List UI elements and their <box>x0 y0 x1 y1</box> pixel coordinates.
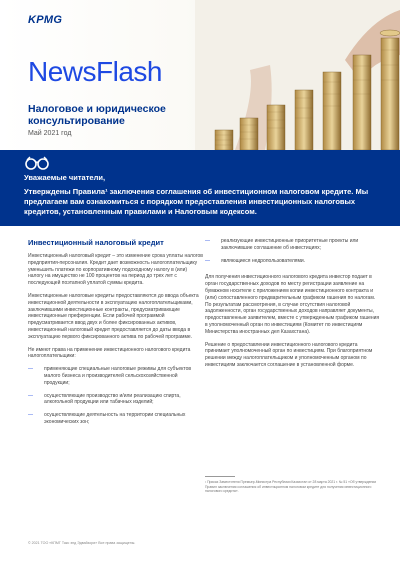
newsletter-subtitle: Налоговое и юридическое консультирование <box>28 103 166 127</box>
intro-text: Утверждены Правила¹ заключения соглашения об инвестиционном налоговом кредите. Мы предлагаем вам ознакомиться с порядком предоставления инвестиционных налоговых кредитов, установленным правилами и Налоговым кодексом. <box>24 187 369 216</box>
paragraph: Инвестиционный налоговый кредит – это изменение срока уплаты налогов предприятия-персоналия. Кредит дает возможность налогоплательщику уменьшить платежи по корпоративному подоходному налогу в (или) налогу на имущество не 100 процентов на период до трех лет с последующей поэтапной уплатой суммы кредита. <box>28 253 203 287</box>
list-item: — являющиеся недропользователями. <box>205 258 380 265</box>
footnote-divider <box>205 476 235 477</box>
paragraph: Инвестиционные налоговые кредиты предоставляются до ввода объекта инвестиционной деятельности в эксплуатацию налогоплательщиками, заключившими инвестиционные контракты, предусматривающие инвестиционные преференции. Если рабочей программой предусматривается ввод двух и более фиксированных активов, инвестиционный налоговый кредит предоставляется до даты ввода в эксплуатацию первого фиксированного актива по рабочей программе. <box>28 292 199 340</box>
copyright-footer: © 2021 ТОО «КПМГ Такс энд Эдвайзори» Все права защищены. <box>28 541 136 545</box>
paragraph: Решение о предоставлении инвестиционного налогового кредита принимает уполномоченный орган по инвестициям. При благоприятном решении между налогоплательщиком и уполномоченным органом по инвестициям заключается соглашение в установленной форме. <box>205 341 373 368</box>
glasses-icon <box>24 156 50 170</box>
list-item: — осуществляющие производство и/или реализацию спирта, алкогольной продукции или табачных изделий; <box>28 393 203 407</box>
newsletter-title: NewsFlash <box>28 56 162 87</box>
right-column <box>205 238 380 375</box>
greeting: Уважаемые читатели, <box>24 173 106 182</box>
coin-stacks-image <box>195 0 400 150</box>
left-column <box>28 238 203 432</box>
issue-date: Май 2021 год <box>28 130 72 137</box>
section-heading: Инвестиционный налоговый кредит <box>28 238 164 247</box>
footnote: ¹ Приказ Заместителя Премьер-Министра Республики Казахстан от 28 марта 2021 г. № 51 «Об утверждении Правил заключения соглашения об инвестиционном налоговом кредите для получения инвестиционного налогового кредита». <box>205 480 377 494</box>
kpmg-logo: KPMG <box>28 14 63 26</box>
list-item: — реализующие инвестиционные приоритетные проекты или заключившие соглашение об инвестициях; <box>205 238 380 252</box>
intro-banner <box>0 150 400 226</box>
paragraph: Не имеют права на применение инвестиционного налогового кредита налогоплательщики: <box>28 346 191 360</box>
list-item: — осуществляющие деятельность на территории специальных экономических зон; <box>28 412 203 426</box>
hero-header <box>0 0 400 150</box>
paragraph: Для получения инвестиционного налогового кредита инвестор подает в орган государственных доходов по месту регистрации заявление на бумажном носителе с приложением копии инвестиционного контракта и (или) сопоставленного предварительным графиком гашения по налогам. По результатам рассмотрения, в случае отсутствия налоговой задолженности, орган государственных доходов направляет документы, предоставленные заявителем, вместе с утвержденным графиком гашения в уполномоченный орган по инвестициям (Комитет по инвестициям Министерства иностранных дел Казахстана). <box>205 274 380 335</box>
list-item: — применяющие специальные налоговые режимы для субъектов малого бизнеса и производителей сельскохозяйственной продукции; <box>28 366 203 386</box>
